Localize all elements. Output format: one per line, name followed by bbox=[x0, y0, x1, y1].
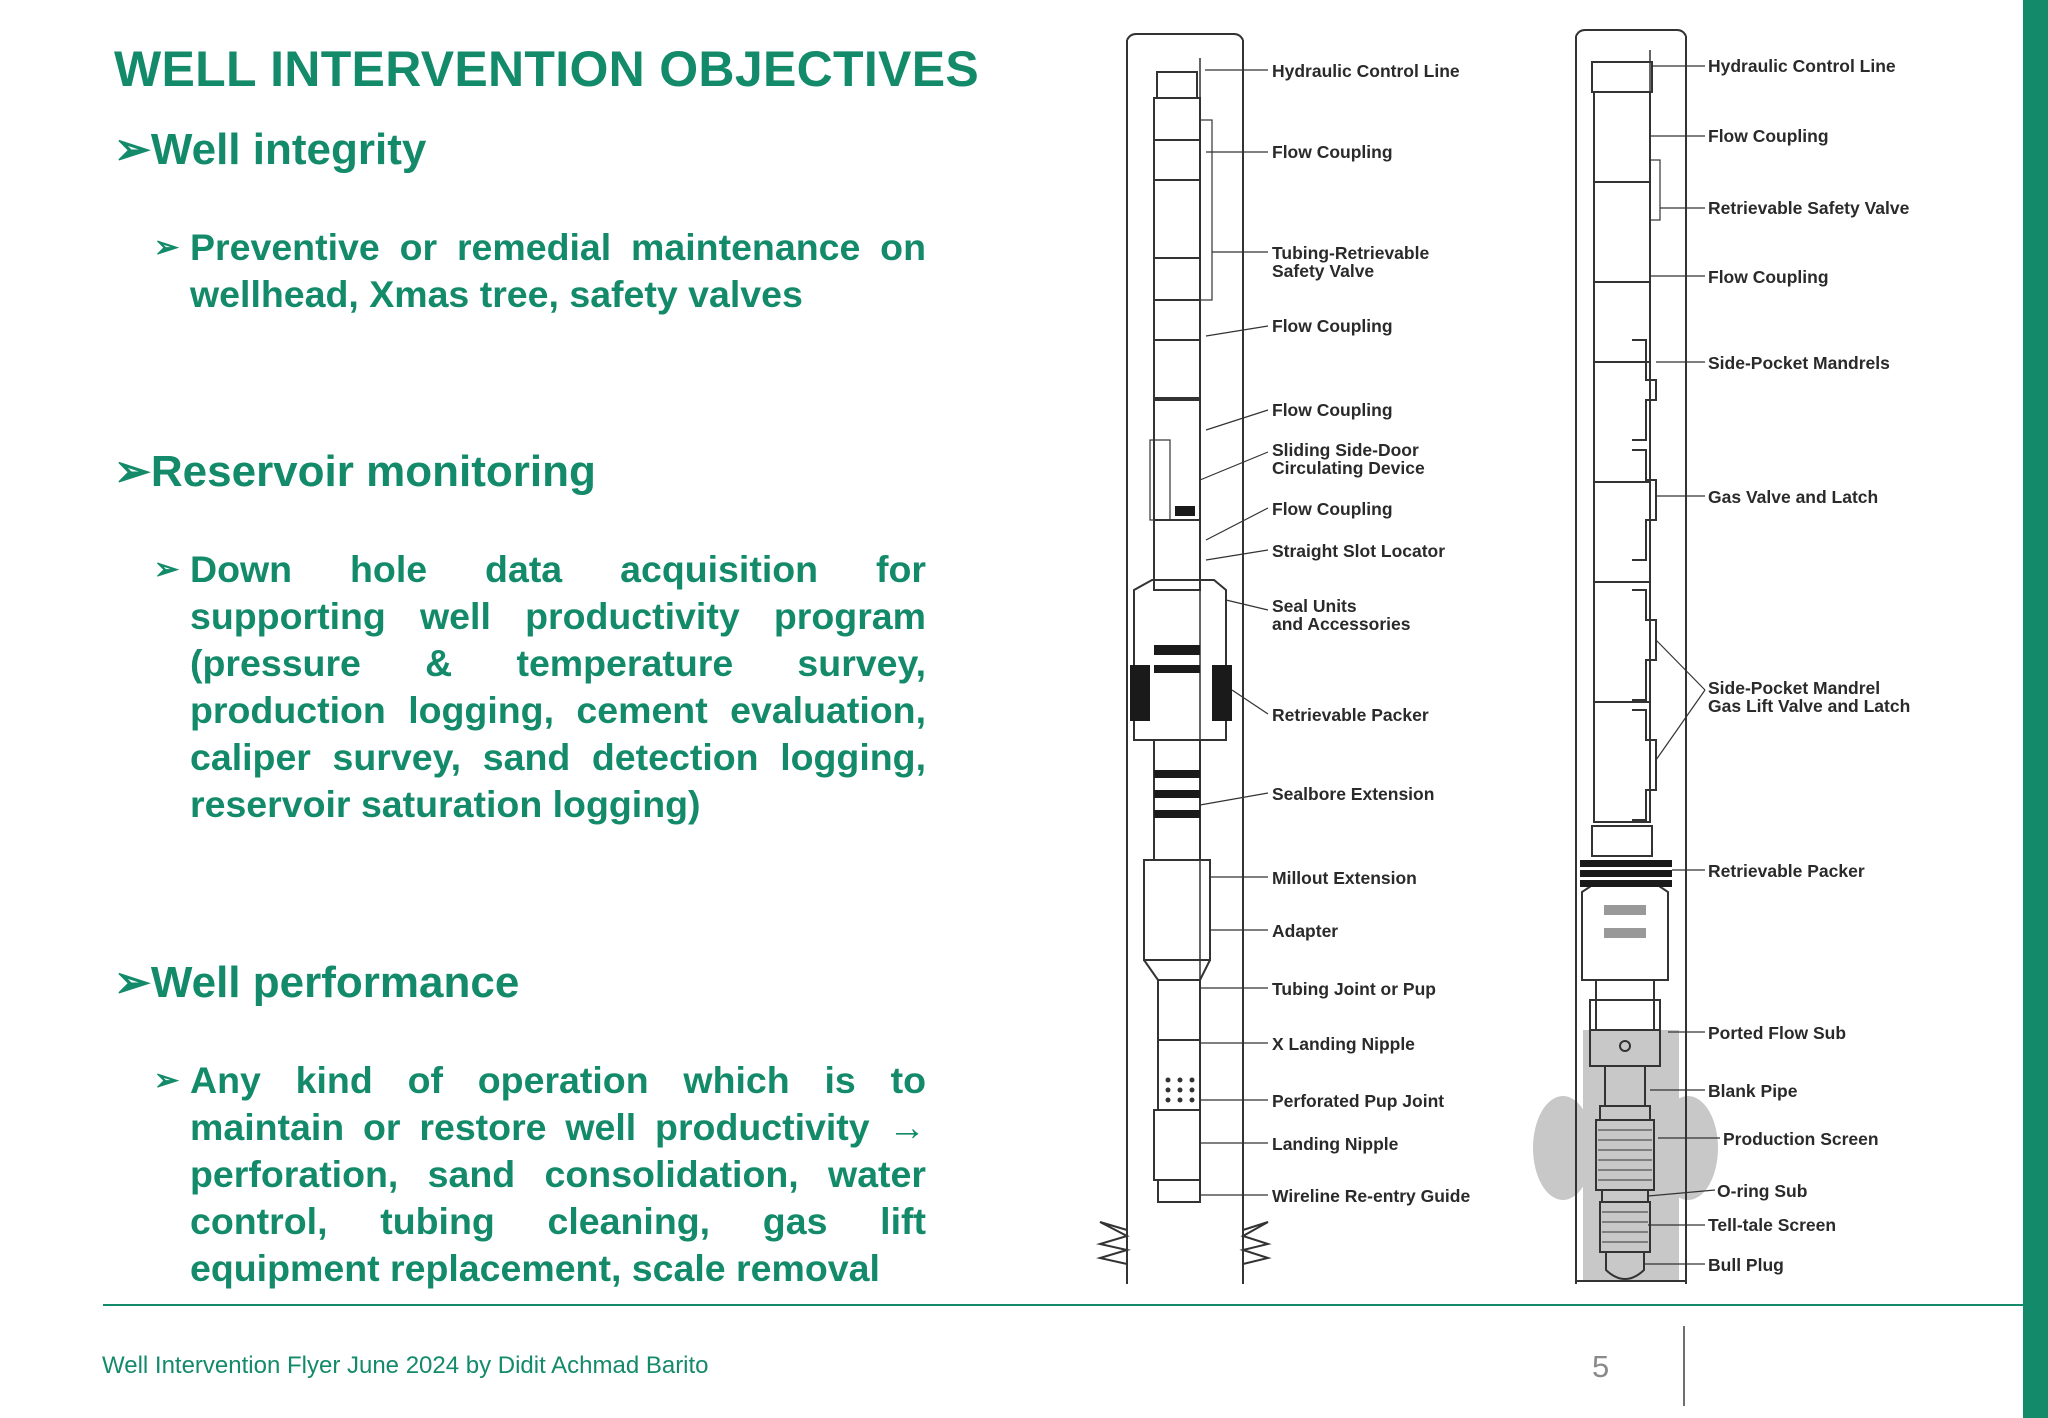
label-millout-extension: Millout Extension bbox=[1272, 868, 1417, 888]
label-retrievable-safety-valve: Retrievable Safety Valve bbox=[1708, 198, 1910, 218]
arrow-bullet-icon: ➢ bbox=[114, 125, 151, 174]
label-flow-coupling: Flow Coupling bbox=[1708, 126, 1829, 146]
label-flow-coupling: Flow Coupling bbox=[1272, 316, 1393, 336]
label-landing-nipple: Landing Nipple bbox=[1272, 1134, 1399, 1154]
section-heading-well-performance: ➢Well performance bbox=[114, 958, 520, 1007]
footer-credit: Well Intervention Flyer June 2024 by Didit Achmad Barito bbox=[102, 1352, 709, 1379]
label-retrievable-packer: Retrievable Packer bbox=[1708, 861, 1865, 881]
arrow-bullet-icon: ➢ bbox=[154, 553, 180, 586]
label-production-screen: Production Screen bbox=[1723, 1129, 1879, 1149]
section-detail-reservoir-monitoring: ➢ Down hole data acquisition for supporting well productivity program (pressure & temperature survey, production logging, cement evaluation, caliper survey, sand detection logging, reservoir saturation logging) bbox=[154, 548, 926, 825]
left-perforations bbox=[1166, 1078, 1195, 1103]
label-tubing-retrievable: Tubing-Retrievable bbox=[1272, 243, 1430, 263]
label-ported-flow-sub: Ported Flow Sub bbox=[1708, 1023, 1847, 1043]
label-blank-pipe: Blank Pipe bbox=[1708, 1081, 1798, 1101]
arrow-bullet-icon: ➢ bbox=[114, 958, 151, 1007]
label-flow-coupling: Flow Coupling bbox=[1272, 142, 1393, 162]
footer-divider bbox=[103, 1304, 2023, 1306]
arrow-bullet-icon: ➢ bbox=[154, 231, 180, 264]
label-flow-coupling: Flow Coupling bbox=[1272, 499, 1393, 519]
arrow-bullet-icon: ➢ bbox=[154, 1064, 180, 1097]
label-side-pocket-mandrel: Side-Pocket Mandrel bbox=[1708, 678, 1881, 698]
section-detail-well-integrity: ➢ Preventive or remedial maintenance on wellhead, Xmas tree, safety valves bbox=[154, 226, 926, 315]
label-straight-slot-locator: Straight Slot Locator bbox=[1272, 541, 1446, 561]
label-sliding-side-door: Sliding Side-Door bbox=[1272, 440, 1419, 460]
left-packer-elements bbox=[1130, 506, 1232, 818]
label-sealbore-extension: Sealbore Extension bbox=[1272, 784, 1435, 804]
section-detail-well-performance: ➢ Any kind of operation which is to maintain or restore well productivity → perforation, sand consolidation, water control, tubing cleaning, gas lift equipment replacement, scale removal bbox=[154, 1059, 926, 1289]
label-seal-units: Seal Units bbox=[1272, 596, 1357, 616]
label-retrievable-packer: Retrievable Packer bbox=[1272, 705, 1429, 725]
label-hydraulic-control-line: Hydraulic Control Line bbox=[1708, 56, 1896, 76]
completion-diagrams bbox=[1080, 20, 2010, 1300]
left-leader-lines bbox=[1200, 70, 1268, 1195]
label-gas-valve-and-latch: Gas Valve and Latch bbox=[1708, 487, 1879, 507]
right-packer-elements bbox=[1580, 860, 1672, 938]
accent-sidebar bbox=[2023, 0, 2048, 1418]
label-side-pocket-mandrels: Side-Pocket Mandrels bbox=[1708, 353, 1890, 373]
label-and-accessories: and Accessories bbox=[1272, 614, 1411, 634]
label-o-ring-sub: O-ring Sub bbox=[1717, 1181, 1808, 1201]
label-tubing-joint-or-pup: Tubing Joint or Pup bbox=[1272, 979, 1436, 999]
arrow-bullet-icon: ➢ bbox=[114, 447, 151, 496]
left-labels bbox=[1272, 61, 1470, 1206]
label-safety-valve: Safety Valve bbox=[1272, 261, 1375, 281]
label-flow-coupling: Flow Coupling bbox=[1708, 267, 1829, 287]
section-heading-well-integrity: ➢Well integrity bbox=[114, 125, 427, 174]
label-gas-lift-valve-and-latch: Gas Lift Valve and Latch bbox=[1708, 696, 1911, 716]
label-bull-plug: Bull Plug bbox=[1708, 1255, 1784, 1275]
page-number-divider bbox=[1683, 1326, 1685, 1406]
right-labels bbox=[1708, 56, 1910, 1275]
label-wireline-re-entry-guide: Wireline Re-entry Guide bbox=[1272, 1186, 1471, 1206]
label-adapter: Adapter bbox=[1272, 921, 1339, 941]
slide-title: WELL INTERVENTION OBJECTIVES bbox=[114, 41, 979, 97]
label-perforated-pup-joint: Perforated Pup Joint bbox=[1272, 1091, 1445, 1111]
label-circulating-device: Circulating Device bbox=[1272, 458, 1425, 478]
label-x-landing-nipple: X Landing Nipple bbox=[1272, 1034, 1415, 1054]
left-completion-string bbox=[1100, 34, 1268, 1284]
label-hydraulic-control-line: Hydraulic Control Line bbox=[1272, 61, 1460, 81]
section-heading-reservoir-monitoring: ➢Reservoir monitoring bbox=[114, 447, 596, 496]
label-tell-tale-screen: Tell-tale Screen bbox=[1708, 1215, 1837, 1235]
label-flow-coupling: Flow Coupling bbox=[1272, 400, 1393, 420]
page-number: 5 bbox=[1592, 1349, 1610, 1384]
